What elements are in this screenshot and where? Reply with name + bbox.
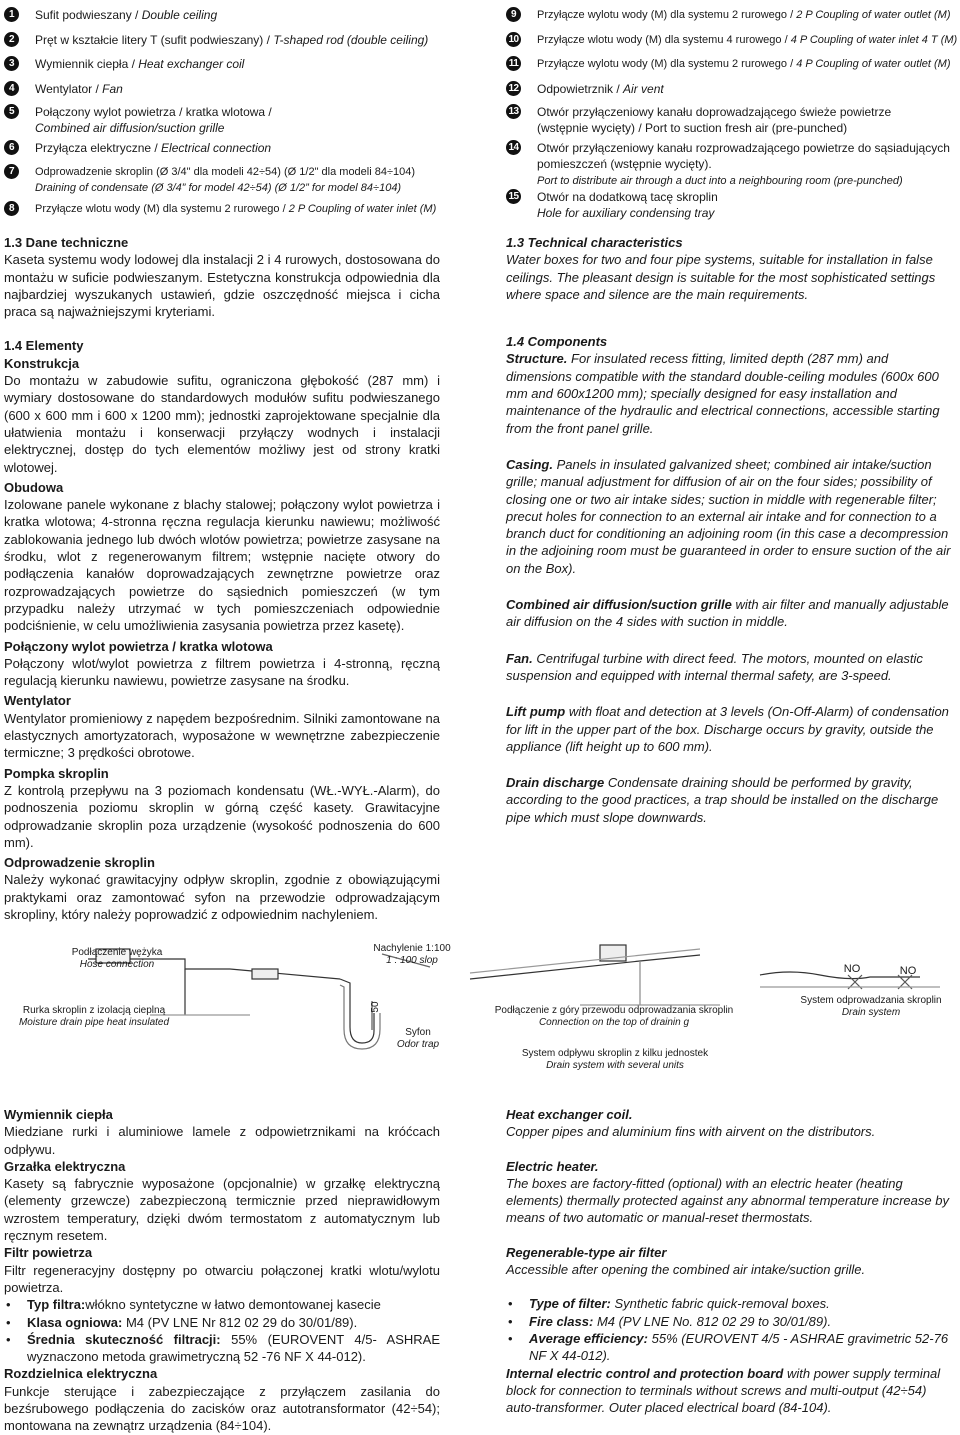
legend-number: 8 xyxy=(4,201,19,216)
hose-connection-label xyxy=(62,947,172,971)
legend-en: Heat exchanger coil xyxy=(138,57,245,71)
label-en: Moisture drain pipe heat insulated xyxy=(18,1017,170,1028)
legend-en: 4 P Coupling of water inlet 4 T (M) xyxy=(790,34,958,46)
section-heading: 1.3 Dane techniczne xyxy=(4,235,129,250)
paragraph: Wentylator promieniowy z napędem bezpośrednim. Silniki zamontowane na elastycznych amortyzatorach, wyposażone w wewnętrzne zabezpieczenie termiczne; 3 prędkości obrotowe. xyxy=(4,710,440,761)
legend-en: T-shaped rod (double ceiling) xyxy=(273,33,429,47)
legend-en: Electrical connection xyxy=(161,141,272,155)
paragraph-text: with float and detection at 3 levels (On-Off-Alarm) of condensation for lift in the upper part of the box. Discharge occurs by gravity, outside the appliance (lift height up to 600 mm). xyxy=(506,704,949,754)
subheading: Konstrukcja xyxy=(4,355,80,371)
spec-label: Średnia skuteczność filtracji: xyxy=(27,1331,221,1347)
legend-en: (wstępnie wycięty) / Port to suction fresh air (pre-punched) xyxy=(537,121,848,135)
legend-number: 10 xyxy=(506,32,521,47)
subheading: Pompka skroplin xyxy=(4,765,109,781)
drain-diagram xyxy=(0,905,960,1085)
legend-pl: Odprowadzenie skroplin (Ø 3/4" dla modeli 42÷54) (Ø 1/2" dla modeli 84÷104) xyxy=(35,166,416,178)
paragraph: Kaseta systemu wody lodowej dla instalacji 2 i 4 rurowych, dostosowana do montażu w suficie podwieszanym. Estetyczna konstrukcja odpowiednia dla najbardziej wyszukanych ustawień, gdzie oszczędność miejsca i cicha praca są najważniejszymi kryteriami. xyxy=(4,252,440,320)
paragraph xyxy=(506,1365,952,1417)
legend-item xyxy=(506,189,718,221)
legend-en: 2 P Coupling of water outlet (M) xyxy=(796,9,951,21)
slope-line xyxy=(230,969,340,979)
label-en: Drain system with several units xyxy=(546,1060,684,1071)
legend-en: Fan xyxy=(102,82,123,96)
filter-specs-list xyxy=(4,1296,440,1365)
label-pl: System odpływu skroplin z kilku jednostek xyxy=(521,1048,709,1059)
label-pl: Rurka skroplin z izolacją cieplną xyxy=(22,1005,166,1016)
subheading: Obudowa xyxy=(4,479,64,495)
label-en: Odor trap xyxy=(396,1039,440,1050)
spec-value: 55% (EUROVENT 4/5- ASHRAE wyznaczono metoda grawimetryczną 52 -76 NF X 44-012). xyxy=(27,1331,440,1365)
drain-system-label xyxy=(786,995,956,1019)
legend-pl: Otwór przyłączeniowy kanału rozprowadzającego powietrze do sąsiadujących pomieszczeń (wstępnie wycięty). xyxy=(537,141,950,171)
label-pl: Podłączenie wężyka xyxy=(71,947,163,958)
legend-item xyxy=(4,56,244,72)
legend-item xyxy=(4,7,217,23)
list-item xyxy=(4,1296,440,1313)
paragraph xyxy=(506,350,952,436)
paragraph xyxy=(506,774,952,826)
legend-pl: Otwór na dodatkową tacę skroplin xyxy=(537,190,718,204)
list-item xyxy=(506,1295,952,1312)
odor-trap-label xyxy=(388,1027,448,1051)
spec-label: Typ filtra: xyxy=(27,1297,86,1313)
paragraph xyxy=(506,456,952,577)
en-description-column xyxy=(506,234,952,826)
legend-en: 2 P Coupling of water inlet (M) xyxy=(288,203,437,215)
subheading: Wentylator xyxy=(4,693,71,709)
paragraph: Izolowane panele wykonane z blachy stalowej; połączony wylot powietrza i kratka wlotowa; 4-stronna ręczna regulacja kierunku nawiewu; możliwość zablokowania jednego lub dwóch wlotów powietrza; powietrze zasysane na środku, wlot z regenerowanym filtrem; wstępnie nacięte otwory do podłączenia kanałów doprowadzających zewnętrzne powietrze oraz rozprowadzających powietrze do sąsiednich pomieszczeń (w tym przypadku należy utrzymać w tych pomieszczeniach odpowiednie podciśnienie, w celu umożliwienia zasysania powietrza przez kasetę). xyxy=(4,497,440,634)
paragraph-text: Condensate draining should be performed by gravity, according to the good practices, a trap should be installed on the discharge pipe which must slope downwards. xyxy=(506,775,939,825)
list-item xyxy=(4,1331,440,1366)
legend-pl: Wentylator / xyxy=(35,82,103,96)
legend-item xyxy=(506,32,957,48)
legend-number: 1 xyxy=(4,7,19,22)
inline-heading: Drain discharge xyxy=(506,775,605,791)
legend-number: 9 xyxy=(506,7,521,22)
filter-specs-list xyxy=(506,1295,952,1364)
legend-item xyxy=(506,104,891,136)
legend-item xyxy=(4,140,271,156)
subheading: Heat exchanger coil. xyxy=(506,1107,633,1122)
legend-pl: Przyłącze wlotu wody (M) dla systemu 4 rurowego / xyxy=(537,34,791,46)
spec-label: Average efficiency: xyxy=(529,1330,648,1346)
paragraph: Należy wykonać grawitacyjny odpływ skroplin, zgodnie z obowiązującymi praktykami oraz zamontować syfon na przewodzie odprowadzającym skropliny, który należy poprowadzić z odpowiednim nachyleniem. xyxy=(4,872,440,922)
spec-label: Klasa ogniowa: xyxy=(27,1314,123,1330)
paragraph-text: with air filter and manually adjustable air diffusion on the 4 sides with suction in middle. xyxy=(506,597,949,630)
paragraph: Filtr regeneracyjny dostępny po otwarciu połączonej kratki wlotu/wylotu powietrza. xyxy=(4,1262,440,1295)
legend-number: 14 xyxy=(506,140,521,155)
no-label: NO xyxy=(899,965,917,977)
list-item xyxy=(4,1314,440,1331)
inline-heading: Internal electric control and protection board xyxy=(506,1365,784,1381)
pl-description-column xyxy=(4,234,440,923)
paragraph: Kasety są fabrycznie wyposażone (opcjonalnie) w grzałkę elektryczną (elementy grzewcze) zabezpieczoną termicznie przed nieprawidłowym wzrostem temperatury, dzięki dwóm termostatom z automatycznym lub ręcznym resetem. xyxy=(4,1176,440,1244)
paragraph-text: Centrifugal turbine with direct feed. The motors, mounted on elastic suspension and equipped with internal thermal safety, are 3-speed. xyxy=(506,650,923,683)
label-en: 1 : 100 slop xyxy=(386,955,438,966)
subheading: Odprowadzenie skroplin xyxy=(4,855,155,871)
no-label: NO xyxy=(843,963,861,975)
several-units-label xyxy=(490,1048,740,1072)
legend-number: 12 xyxy=(506,81,521,96)
inline-heading: Structure. xyxy=(506,351,568,367)
spec-value: Synthetic fabric quick-removal boxes. xyxy=(610,1296,830,1312)
paragraph: Z kontrolą przepływu na 3 poziomach kondensatu (WŁ.-WYŁ.-Alarm), do podnoszenia poziomu skroplin w górną część kasety. Grawitacyjne odprowadzanie skroplin poza urządzenie (wysokość podnoszenia do 600 mm). xyxy=(4,782,440,850)
section-heading: 1.4 Elementy xyxy=(4,338,84,354)
label-pl: Podłączenie z góry przewodu odprowadzania skroplin xyxy=(494,1005,734,1016)
paragraph: Połączony wlot/wylot powietrza z filtrem powietrza i 4-stronną, ręczną regulacją kierunku nawiewu, powietrze zasysane na środku. xyxy=(4,655,440,689)
legend-en: Double ceiling xyxy=(141,8,218,22)
legend-en: 4 P Coupling of water outlet (M) xyxy=(796,58,951,70)
label-pl: Syfon xyxy=(405,1027,431,1038)
spec-value: włókno syntetyczne w łatwo demontowanej kasecie xyxy=(85,1297,381,1313)
list-item xyxy=(506,1313,952,1330)
en-components-column xyxy=(506,1106,952,1416)
paragraph: Copper pipes and aluminium fins with airvent on the distributors. xyxy=(506,1124,876,1140)
paragraph-text: For insulated recess fitting, limited depth (287 mm) and dimensions compatible with the standard double-ceiling modules (600x 600 mm and 600x1200 mm); specially designed for easy installation and maintenance of the hydraulic and electrical connections, accessible starting from the front panel grille. xyxy=(506,351,940,436)
legend-pl: Otwór przyłączeniowy kanału doprowadzającego świeże powietrze xyxy=(537,105,892,119)
subheading: Rozdzielnica elektryczna xyxy=(4,1366,158,1382)
legend-number: 2 xyxy=(4,32,19,47)
paragraph-text: Panels in insulated galvanized sheet; combined air intake/suction grille; manual adjustment for diffusion of air on the four sides; possibility of closing one or two air intake sides; suction in middle with regenerable filter; precut holes for connection to an external air intake and for connection to a branch duct for conditioning an adjoining room (in this case a decompression in the adjoining room must be guaranteed in order to ensure suction of the air on the Box). xyxy=(506,456,951,576)
section-heading: 1.4 Components xyxy=(506,334,608,350)
paragraph: Water boxes for two and four pipe systems, suitable for installation in false ceilings. The pleasant design is suitable for the most sophisticated settings where space and silence are the main requirements. xyxy=(506,252,936,302)
legend-item xyxy=(506,56,950,72)
subheading: Wymiennik ciepła xyxy=(4,1107,113,1122)
legend-number: 13 xyxy=(506,104,521,119)
list-item xyxy=(506,1330,952,1365)
label-en: Drain system xyxy=(841,1007,901,1018)
legend-number: 3 xyxy=(4,56,19,71)
dimension-50: 50 xyxy=(370,1001,381,1013)
subheading: Regenerable-type air filter xyxy=(506,1244,667,1260)
legend-item xyxy=(4,32,428,48)
legend-pl: Przyłącze wlotu wody (M) dla systemu 2 rurowego / xyxy=(35,203,289,215)
drain-pipe-label xyxy=(6,1005,182,1029)
paragraph: Funkcje sterujące i zabezpieczające z przyłączem zasilania do bezśrubowego podłączenia do zacisków oraz autotransformator (42÷54); montowana na zewnątrz urządzenia (84÷104). xyxy=(4,1383,440,1434)
legend-pl: Odpowietrznik / xyxy=(537,82,624,96)
paragraph xyxy=(506,703,952,755)
inline-heading: Fan. xyxy=(506,650,533,666)
subheading: Połączony wylot powietrza / kratka wlotowa xyxy=(4,638,273,654)
paragraph xyxy=(506,650,952,685)
legend-number: 7 xyxy=(4,164,19,179)
spec-value: 55% (EUROVENT 4/5 - ASHRAE gravimetric 52-76 NF X 44-012). xyxy=(529,1330,949,1364)
inline-heading: Casing. xyxy=(506,456,553,472)
legend-number: 5 xyxy=(4,104,19,119)
legend-item xyxy=(4,104,272,136)
legend-item xyxy=(506,81,664,97)
legend-item xyxy=(4,201,436,217)
siphon-pipe xyxy=(340,979,374,1043)
inline-heading: Lift pump xyxy=(506,704,566,720)
spec-label: Type of filter: xyxy=(529,1296,611,1312)
legend-item xyxy=(4,164,415,196)
spec-value: M4 (PV LNE Nr 812 02 29 do 30/01/89). xyxy=(122,1314,358,1330)
legend-item xyxy=(4,81,123,97)
legend-item xyxy=(506,140,957,189)
label-en: Hose connection xyxy=(79,959,155,970)
legend-en: Air vent xyxy=(623,82,664,96)
inline-heading: Combined air diffusion/suction grille xyxy=(506,597,732,613)
paragraph: Miedziane rurki i aluminiowe lamele z odpowietrznikami na króćcach odpływu. xyxy=(4,1124,440,1157)
paragraph-text: with power supply terminal block for connection to terminals without screws and multi-output (42÷54) auto-transformer. Outer placed electrical board (84-104). xyxy=(506,1365,941,1416)
legend-pl: Przyłącza elektryczne / xyxy=(35,141,162,155)
slope-label xyxy=(362,943,462,967)
legend-pl: Przyłącze wylotu wody (M) dla systemu 2 rurowego / xyxy=(537,9,797,21)
label-en: Connection on the top of drainin g xyxy=(538,1017,690,1028)
legend-pl: Sufit podwieszany / xyxy=(35,8,142,22)
subheading: Filtr powietrza xyxy=(4,1245,93,1261)
paragraph: The boxes are factory-fitted (optional) with an electric heater (heating elements) thermally protected against any abnormal temperature increase by means of two automatic or manual-reset thermostats. xyxy=(506,1175,949,1226)
legend-en: Hole for auxiliary condensing tray xyxy=(537,206,715,220)
paragraph: Accessible after opening the combined air intake/suction grille. xyxy=(506,1262,866,1278)
subheading: Grzałka elektryczna xyxy=(4,1158,126,1174)
paragraph xyxy=(506,596,952,631)
legend-en: Port to distribute air through a duct into a neighbouring room (pre-punched) xyxy=(537,175,903,187)
label-pl: Nachylenie 1:100 xyxy=(373,943,451,954)
legend-pl: Pręt w kształcie litery T (sufit podwieszany) / xyxy=(35,33,274,47)
top-connection-label xyxy=(484,1005,744,1029)
spec-label: Fire class: xyxy=(529,1313,594,1329)
paragraph: Do montażu w zabudowie sufitu, ograniczona głębokość (287 mm) i wymiary dostosowane do standardowych modułów sufitu podwieszanego (600 x 600 mm i 600 x 1200 mm); jednostki zaprojektowane specjalnie dla ułatwienia montażu i konserwacji przyłączy wodnych i instalacji elektrycznej, dostęp do tych elementów możliwy jest od strony kratki wlotowej. xyxy=(4,373,440,475)
legend-pl: Połączony wylot powietrza / kratka wlotowa / xyxy=(35,105,272,119)
legend-en: Draining of condensate (Ø 3/4” for model 42÷54) (Ø 1/2” for model 84÷104) xyxy=(35,182,402,194)
legend-pl: Wymiennik ciepła / xyxy=(35,57,139,71)
section-heading: 1.3 Technical characteristics xyxy=(506,235,683,250)
legend-pl: Przyłącze wylotu wody (M) dla systemu 2 rurowego / xyxy=(537,58,797,70)
legend-number: 4 xyxy=(4,81,19,96)
legend-number: 11 xyxy=(506,56,521,71)
legend-number: 6 xyxy=(4,140,19,155)
legend-en: Combined air diffusion/suction grille xyxy=(35,121,225,135)
spec-value: M4 (PV LNE No. 812 02 29 to 30/01/89). xyxy=(593,1313,832,1329)
legend-number: 15 xyxy=(506,189,521,204)
subheading: Electric heater. xyxy=(506,1158,599,1174)
pl-components-column xyxy=(4,1106,440,1435)
top-connection-pipe xyxy=(470,955,700,979)
label-pl: System odprowadzania skroplin xyxy=(800,995,942,1006)
legend-item xyxy=(506,7,950,23)
